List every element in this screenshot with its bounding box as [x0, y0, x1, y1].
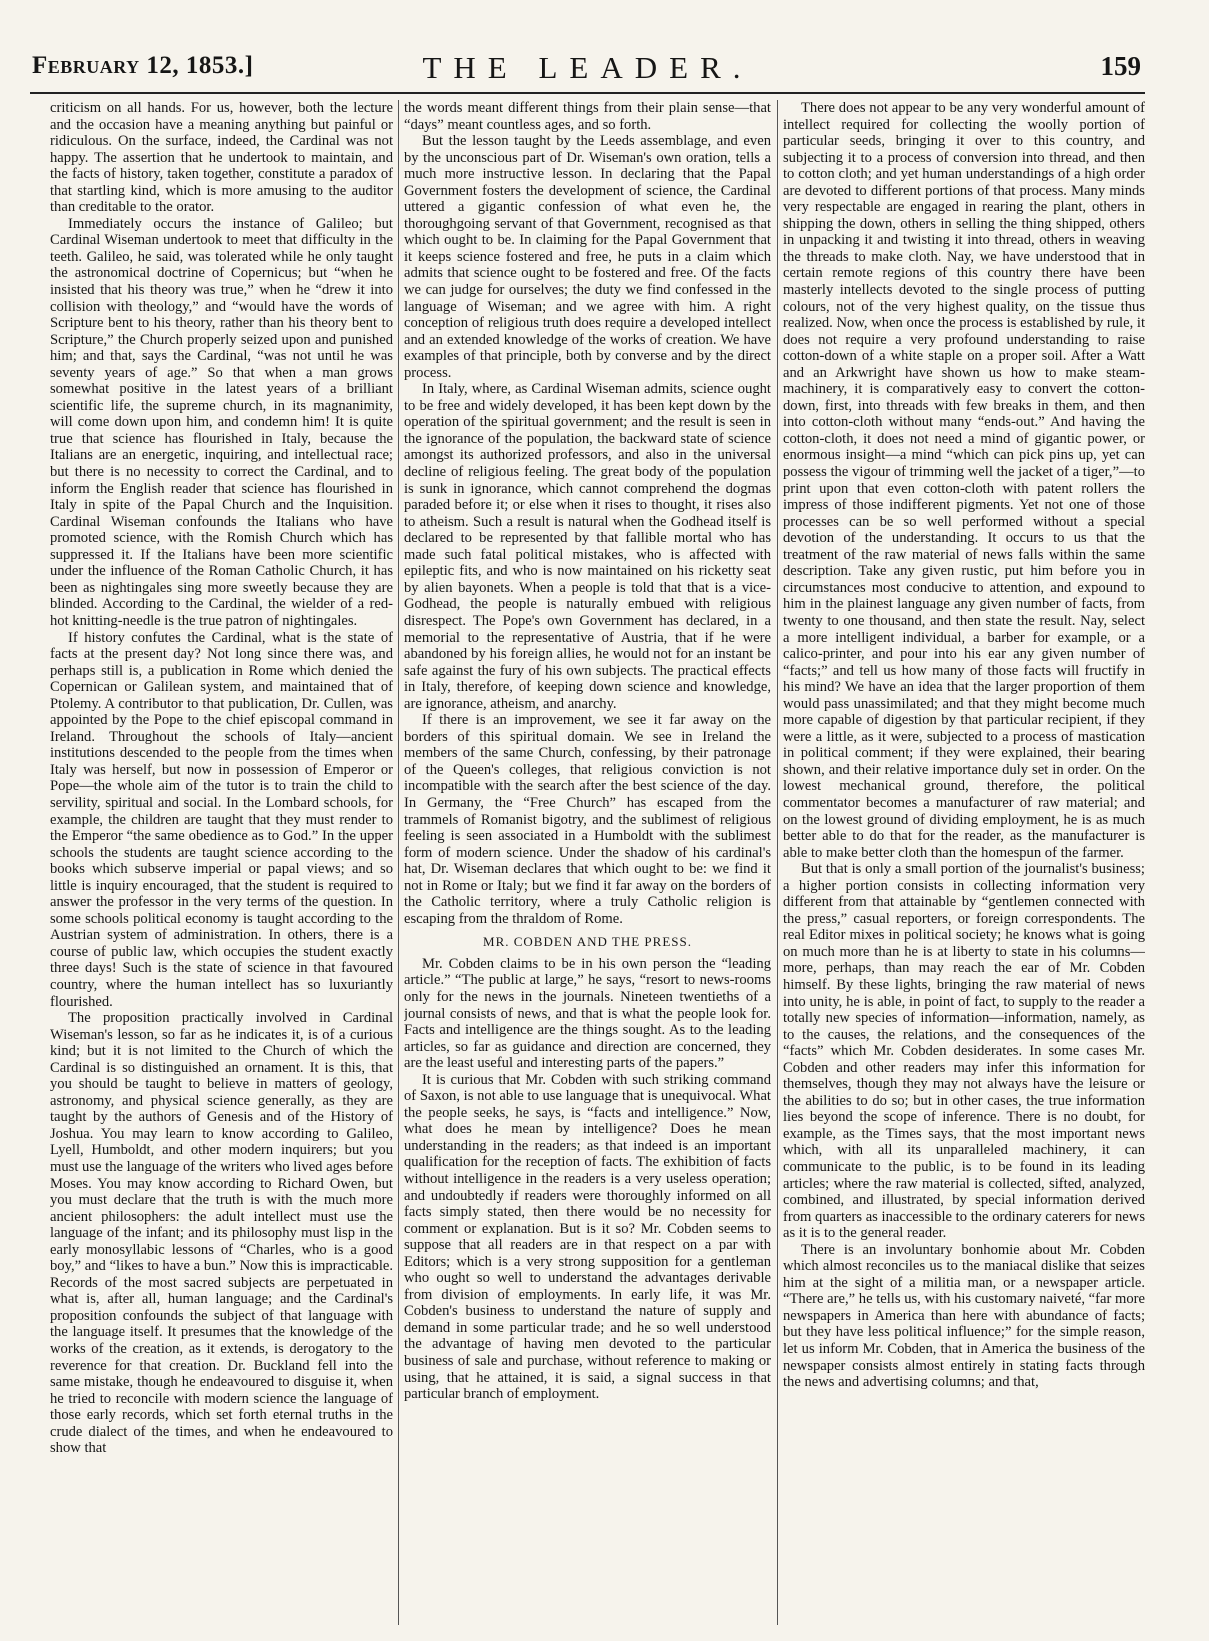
masthead-rule: [30, 92, 1145, 94]
column-1: [50, 100, 393, 1630]
paragraph: If history confutes the Cardinal, what is the state of facts at the present day? Not long since there was, and perhaps still is, a publication in Rome which denied the Copernican or Galilean system, and maintained that of Ptolemy. A contributor to that publication, Dr. Cullen, was appointed by the Pope to the chief episcopal command in Ireland. Throughout the schools of Italy—ancient institutions descended to the people from the times when Italy was herself, but now in possession of Emperor or Pope—the whole aim of the tutor is to train the child to servility, spiritual and social. In the Lombard schools, for example, the children are taught that they must render to the Emperor “the same obedience as to God.” In the upper schools the students are taught science according to the books which subserve imperial or papal views; and so little is inquiry encouraged, that the student is required to answer the professor in the very terms of the question. In some schools political economy is taught according to the Austrian system of administration. In others, there is a course of public law, which occupies the student exactly three days! Such is the state of science in that favoured country, where the human intellect has so luxuriantly flourished.: [50, 629, 393, 1010]
paragraph: Immediately occurs the instance of Galileo; but Cardinal Wiseman undertook to meet that difficulty in the teeth. Galileo, he said, was tolerated while he only taught the astronomical doctrine of Copernicus; but “when he insisted that his theory was true,” when he “drew it into collision with theology,” and “would have the words of Scripture bent to his theory, rather than his theory bent to Scripture,” the Church properly seized upon and punished him; and that, says the Cardinal, “was not until he was seventy years of age.” So that when a man grows somewhat positive in the latest years of a brilliant scientific life, the supreme church, in its magnanimity, will come down upon him, and condemn him! It is quite true that science has flourished in Italy, because the Italians are an energetic, inquiring, and intellectual race; but there is no necessity to correct the Cardinal, and to inform the English reader that science has flourished in Italy in spite of the Papal Church and the Inquisition. Cardinal Wiseman confounds the Italians who have promoted science, with the Romish Church which has suppressed it. If the Italians have been more scientific under the influence of the Roman Catholic Church, it has been as nightingales sing more sweetly because they are blinded. According to the Cardinal, the wielder of a red-hot knitting-needle is the true patron of nightingales.: [50, 215, 393, 629]
page-number: 159: [1100, 51, 1141, 81]
issue-date: February 12, 1853.]: [32, 52, 254, 79]
paragraph: The proposition practically involved in Cardinal Wiseman's lesson, so far as he indicates it, is of a curious kind; but it is not limited to the Church of which the Cardinal is so distinguished an ornament. It is this, that you should be taught to believe in matters of geology, astronomy, and physical science generally, as they are taught by the authors of Genesis and of the History of Joshua. You may learn to know according to Galileo, Lyell, Humboldt, and other modern inquirers; but you must use the language of the writers who lived ages before Moses. You may know according to Richard Owen, but you must declare that the truth is with the much more ancient philosophers: the adult intellect must use the language of the infant; and its philosophy must lisp in the early monosyllabic lessons of “Charles, who is a good boy,” and “likes to have a bun.” Now this is impracticable. Records of the most sacred subjects are perpetuated in what is, after all, human language; and the Cardinal's proposition confounds the subject of that language with the language itself. It presumes that the knowledge of the works of the creation, as it extends, is derogatory to the reverence for that creation. Dr. Buckland fell into the same mistake, though he endeavoured to disguise it, when he tried to reconcile with modern science the language of those early records, which set forth eternal truths in the crude dialect of the times, and when he endeavoured to show that: [50, 1010, 393, 1457]
masthead: [30, 48, 1145, 96]
paragraph: It is curious that Mr. Cobden with such striking command of Saxon, is not able to use language that is unequivocal. What the people seeks, he says, is “facts and intelligence.” Now, what does he mean by intelligence? Does he mean understanding in the readers; as that indeed is an important qualification for the reception of facts. The exhibition of facts without intelligence in the readers is a very useless operation; and undoubtedly if readers were thoroughly informed on all facts simply stated, then there would be no necessity for comment or explanation. But is it so? Mr. Cobden seems to suppose that all readers are in that respect on a par with Editors; which is a very strong supposition for a gentleman who ought so well to understand the advantages derivable from division of employments. In early life, it was Mr. Cobden's business to understand the nature of supply and demand in some particular trade; and he so well understood the advantage of having men devoted to the particular business of sale and purchase, without reference to making or using, that he attained, it is said, a signal success in that particular branch of employment.: [404, 1071, 771, 1403]
paragraph: criticism on all hands. For us, however, both the lecture and the occasion have a meaning anything but painful or ridiculous. On the surface, indeed, the Cardinal was not happy. The assertion that he undertook to maintain, and the facts of history, taken together, constitute a paradox of that startling kind, which is more amusing to the auditor than creditable to the orator.: [50, 100, 393, 216]
paragraph: There is an involuntary bonhomie about Mr. Cobden which almost reconciles us to the maniacal dislike that seizes him at the sight of a militia man, or a newspaper article. “There are,” he tells us, with his customary naiveté, “far more newspapers in America than here with abundance of facts; but they have less political influence;” for the simple reason, let us inform Mr. Cobden, that in America the business of the newspaper consists almost entirely in stating facts through the news and advertising columns; and that,: [783, 1241, 1145, 1391]
column-divider: [398, 100, 399, 1625]
paragraph: If there is an improvement, we see it far away on the borders of this spiritual domain. We see in Ireland the members of the same Church, confessing, by their patronage of the Queen's colleges, that religious conviction is not incompatible with the search after the best science of the day. In Germany, the “Free Church” has escaped from the trammels of Romanist bigotry, and the sublimest of religious feeling is seen associated in a Humboldt with the sublimest form of modern science. Under the shadow of his cardinal's hat, Dr. Wiseman declares that which ought to be: we find it not in Rome or Italy; but we find it far away on the borders of the Catholic territory, where a truly Catholic religion is escaping from the thraldom of Rome.: [404, 712, 771, 927]
column-2: [404, 100, 771, 1630]
column-divider: [777, 100, 778, 1625]
paragraph: Mr. Cobden claims to be in his own person the “leading article.” “The public at large,” he says, “resort to news-rooms only for the news in the journals. Nineteen twentieths of a journal consists of news, and that is what the people look for. Facts and intelligence are the things sought. As to the leading articles, so far as guidance and direction are concerned, they are the least useful and interesting parts of the papers.”: [404, 955, 771, 1072]
paragraph: There does not appear to be any very wonderful amount of intellect required for collecting the woolly portion of particular seeds, bringing it over to this country, and subjecting it to a process of conversion into thread, and then to cotton cloth; and yet human understandings of a high order are devoted to different portions of that process. Many minds very respectable are engaged in rearing the plant, others in shipping the down, others in selling the thing shipped, others in unpacking it and twisting it into thread, others in weaving the threads to make cloth. Nay, we have understood that in certain remote regions of this country there have been masterly intellects devoted to the single process of putting colours, not of the very highest quality, on the tissue thus realized. Now, when once the process is established by rule, it does not require a very profound understanding to raise cotton-down of a white staple on a proper soil. After a Watt and an Arkwright have shown us how to make steam-machinery, it is comparatively easy to convert the cotton-down, first, into threads with few breaks in them, and then into cotton-cloth without many “ends-out.” And having the cotton-cloth, it does not need a mind of gigantic power, or enormous insight—a mind “which can pick pins up, yet can possess the vigour of trimming well the jacket of a tiger,”—to print upon that even cotton-cloth with patent rollers the impress of those indifferent pigments. Yet not one of those processes can be so well performed without a special devotion of the understanding. It occurs to us that the treatment of the raw material of news falls within the same description. Take any given rustic, put him before you in circumstances most conducive to attention, and expound to him in the plainest language any given number of facts, from twenty to one thousand, and then state the result. Nay, select a more intelligent individual, a barber for example, or a calico-printer, and pour into his ear any given number of “facts;” and tell us how many of those facts will fructify in his mind? We have an idea that the larger proportion of them would pass unassimilated; and that they might become much more capable of digestion by that particular recipient, if they were a little, as it were, subjected to a process of mastication in political comment; if they were explained, their bearing shown, and their relative importance duly set in order. On the lowest mechanical ground, therefore, the political commentator becomes a manufacturer of raw material; and on the lowest ground of dividing employment, he is as much better able to do that for the reader, as the manufacturer is able to make better cloth than the homespun of the farmer.: [783, 100, 1145, 861]
paragraph: But the lesson taught by the Leeds assemblage, and even by the unconscious part of Dr. Wiseman's own oration, tells a much more instructive lesson. In declaring that the Papal Government fosters the development of science, the Cardinal uttered a gigantic confession of what even he, the thoroughgoing servant of that Government, recognised as that which ought to be. In claiming for the Papal Government that it keeps science fostered and free, he puts in a claim which admits that science ought to be fostered and free. Of the facts we can judge for ourselves; the duty we find confessed in the language of Wiseman; and we agree with him. A right conception of religious truth does require a developed intellect and an extended knowledge of the works of creation. We have examples of that principle, both by converse and by the direct process.: [404, 133, 771, 381]
newspaper-title: THE LEADER.: [422, 50, 753, 85]
section-heading: MR. COBDEN AND THE PRESS.: [483, 934, 692, 950]
paragraph: But that is only a small portion of the journalist's business; a higher portion consists in collecting information very different from that attainable by “gentlemen connected with the press,” casual reporters, or foreign correspondents. The real Editor mixes in political society; he knows what is going on much more than he is at liberty to state in his columns—more, perhaps, than may reach the ear of Mr. Cobden himself. By these lights, bringing the raw material of news into unity, he is able, in point of fact, to supply to the reader a totally new species of information—information, namely, as to the causes, the relations, and the consequences of the “facts” which Mr. Cobden desiderates. In some cases Mr. Cobden and other readers may infer this information for themselves, though they may not always have the leisure or the abilities to do so; but in other cases, the true information lies beyond the scope of inference. There is no doubt, for example, as the Times says, that the most important news which, with all its unparalleled machinery, it can communicate to the public, is to be found in its leading articles; where the raw material is collected, sifted, analyzed, combined, and illustrated, by special information derived from quarters as inaccessible to the ordinary caterers for news as it is to the general reader.: [783, 861, 1145, 1242]
paragraph: the words meant different things from their plain sense—that “days” meant countless ages, and so forth.: [404, 100, 771, 133]
paragraph: In Italy, where, as Cardinal Wiseman admits, science ought to be free and widely developed, it has been kept down by the operation of the spiritual government; and the result is seen in the ignorance of the population, the backward state of science amongst its authorized professors, and also in the universal decline of religious feeling. The great body of the population is sunk in ignorance, which cannot comprehend the dogmas paraded before it; or else when it rises to thought, it rises also to atheism. Such a result is natural when the Godhead itself is declared to be represented by that fallible mortal who has made such fatal political mistakes, who is affected with epileptic fits, and who is now maintained on his ricketty seat by alien bayonets. When a people is told that that is a vice-Godhead, the people is naturally embued with religious disrespect. The Pope's own Government has declared, in a memorial to the representative of Austria, that if he were abandoned by his foreign allies, he would not for an instant be safe against the fury of his own subjects. The practical effects in Italy, therefore, of keeping down science and knowledge, are ignorance, atheism, and anarchy.: [404, 381, 771, 712]
column-3: [783, 100, 1145, 1630]
